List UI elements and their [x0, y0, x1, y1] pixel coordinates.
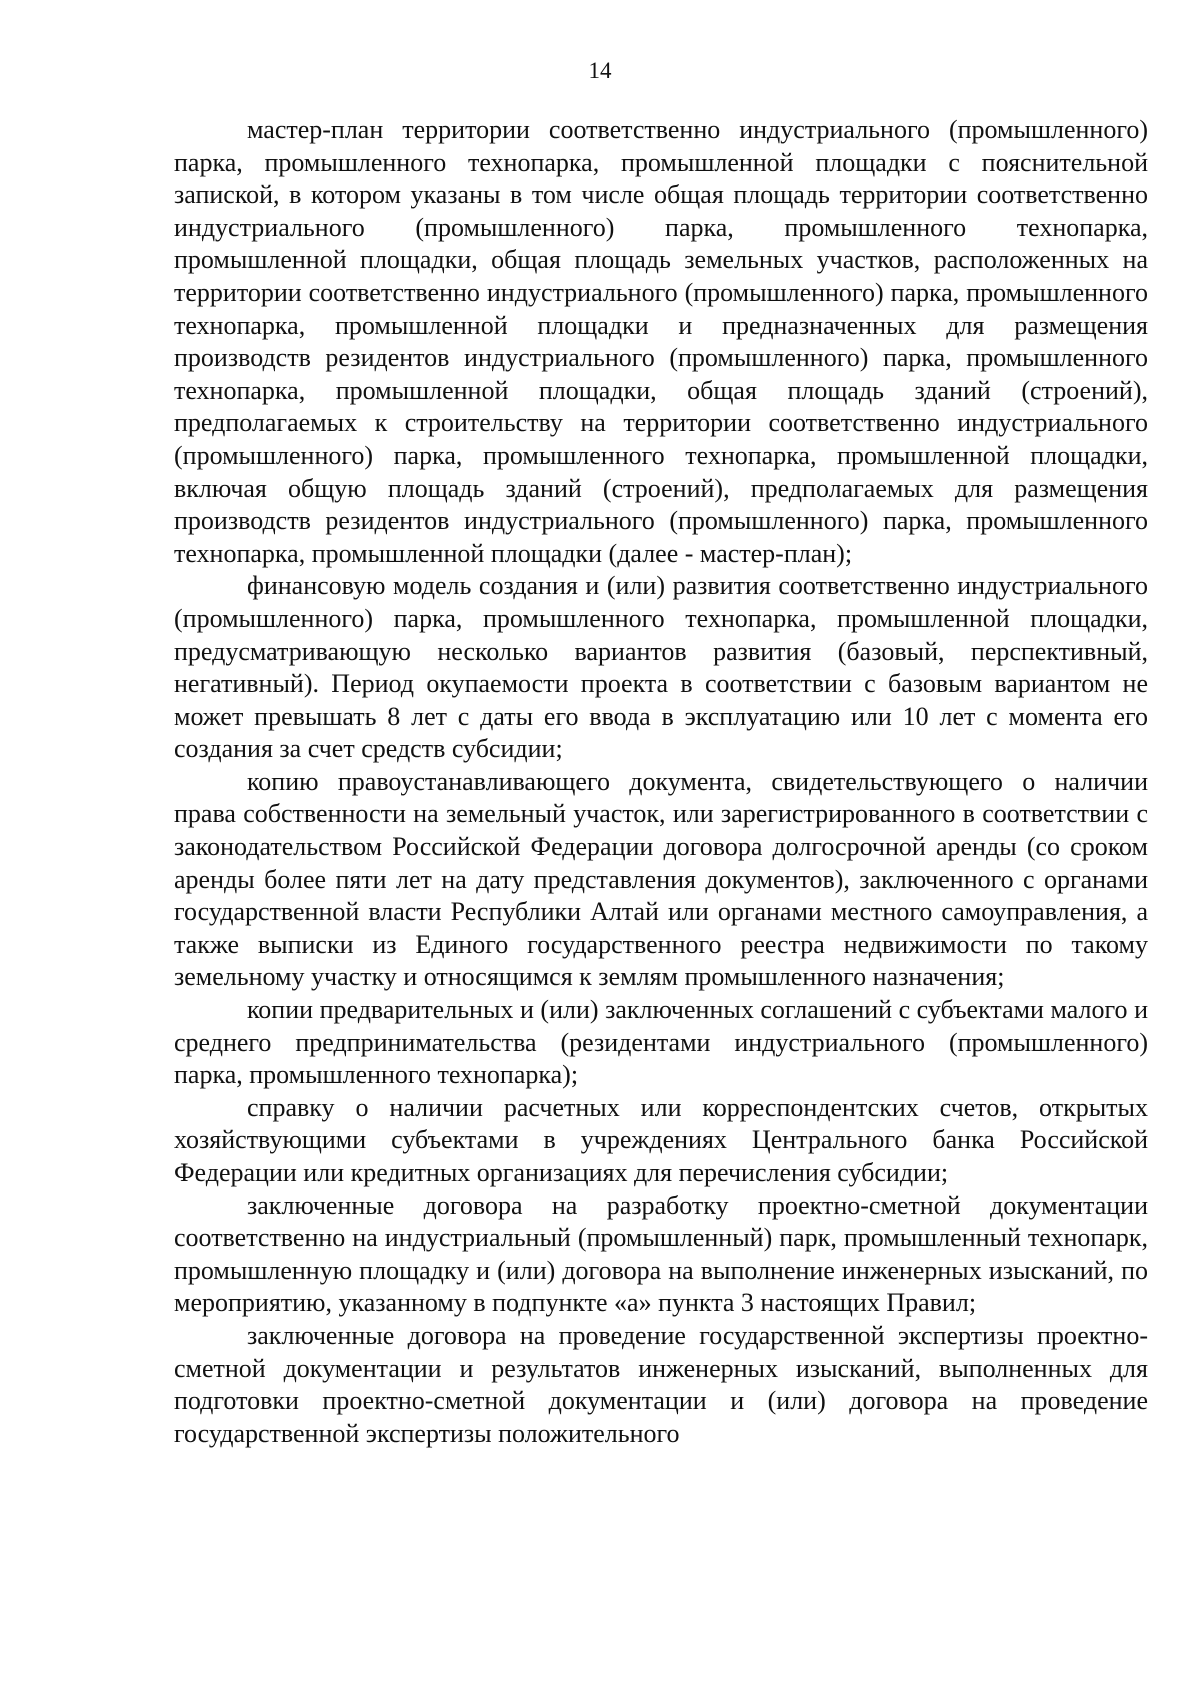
paragraph-financial-model: финансовую модель создания и (или) развития соответственно индустриального (промышленного) парка, промышленного технопарка, промышленной площадки, предусматривающую несколько вариантов развития (базовый, перспективный, негативный). Период окупаемости проекта в соответствии с базовым вариантом не может превышать 8 лет с даты его ввода в эксплуатацию или 10 лет с момента его создания за счет средств субсидии; — [174, 571, 1148, 764]
body-text — [174, 114, 1148, 1450]
paragraph-bank-accounts-certificate: справку о наличии расчетных или корреспондентских счетов, открытых хозяйствующими субъектами в учреждениях Центрального банка Российской Федерации или кредитных организациях для перечисления субсидии; — [174, 1092, 1148, 1187]
paragraph-agreements-copies: копии предварительных и (или) заключенных соглашений с субъектами малого и среднего предпринимательства (резидентами индустриального (промышленного) парка, промышленного технопарка); — [174, 995, 1148, 1090]
paragraph-title-document-copy: копию правоустанавливающего документа, свидетельствующего о наличии права собственности на земельный участок, или зарегистрированного в соответствии с законодательством Российской Федерации договора долгосрочной аренды (со сроком аренды более пяти лет на дату представления документов), заключенного с органами государственной власти Республики Алтай или органами местного самоуправления, а также выписки из Единого государственного реестра недвижимости по такому земельному участку и относящимся к землям промышленного назначения; — [174, 766, 1148, 992]
page-number: 14 — [588, 58, 612, 83]
paragraph-design-contracts: заключенные договора на разработку проектно-сметной документации соответственно на индустриальный (промышленный) парк, промышленный технопарк, промышленную площадку и (или) договора на выполнение инженерных изысканий, по мероприятию, указанному в подпункте «а» пункта 3 настоящих Правил; — [174, 1190, 1148, 1318]
paragraph-master-plan: мастер-план территории соответственно индустриального (промышленного) парка, промышленного технопарка, промышленной площадки с пояснительной запиской, в котором указаны в том числе общая площадь территории соответственно индустриального (промышленного) парка, промышленного технопарка, промышленной площадки, общая площадь земельных участков, расположенных на территории соответственно индустриального (промышленного) парка, промышленного технопарка, промышленной площадки и предназначенных для размещения производств резидентов индустриального (промышленного) парка, промышленного технопарка, промышленной площадки, общая площадь зданий (строений), предполагаемых к строительству на территории соответственно индустриального (промышленного) парка, промышленного технопарка, промышленной площадки, включая общую площадь зданий (строений), предполагаемых для размещения производств резидентов индустриального (промышленного) парка, промышленного технопарка, промышленной площадки (далее - мастер-план); — [174, 115, 1148, 568]
paragraph-expertise-contracts: заключенные договора на проведение государственной экспертизы проектно-сметной документации и результатов инженерных изысканий, выполненных для подготовки проектно-сметной документации и (или) договора на проведение государственной экспертизы положительного — [174, 1320, 1148, 1448]
